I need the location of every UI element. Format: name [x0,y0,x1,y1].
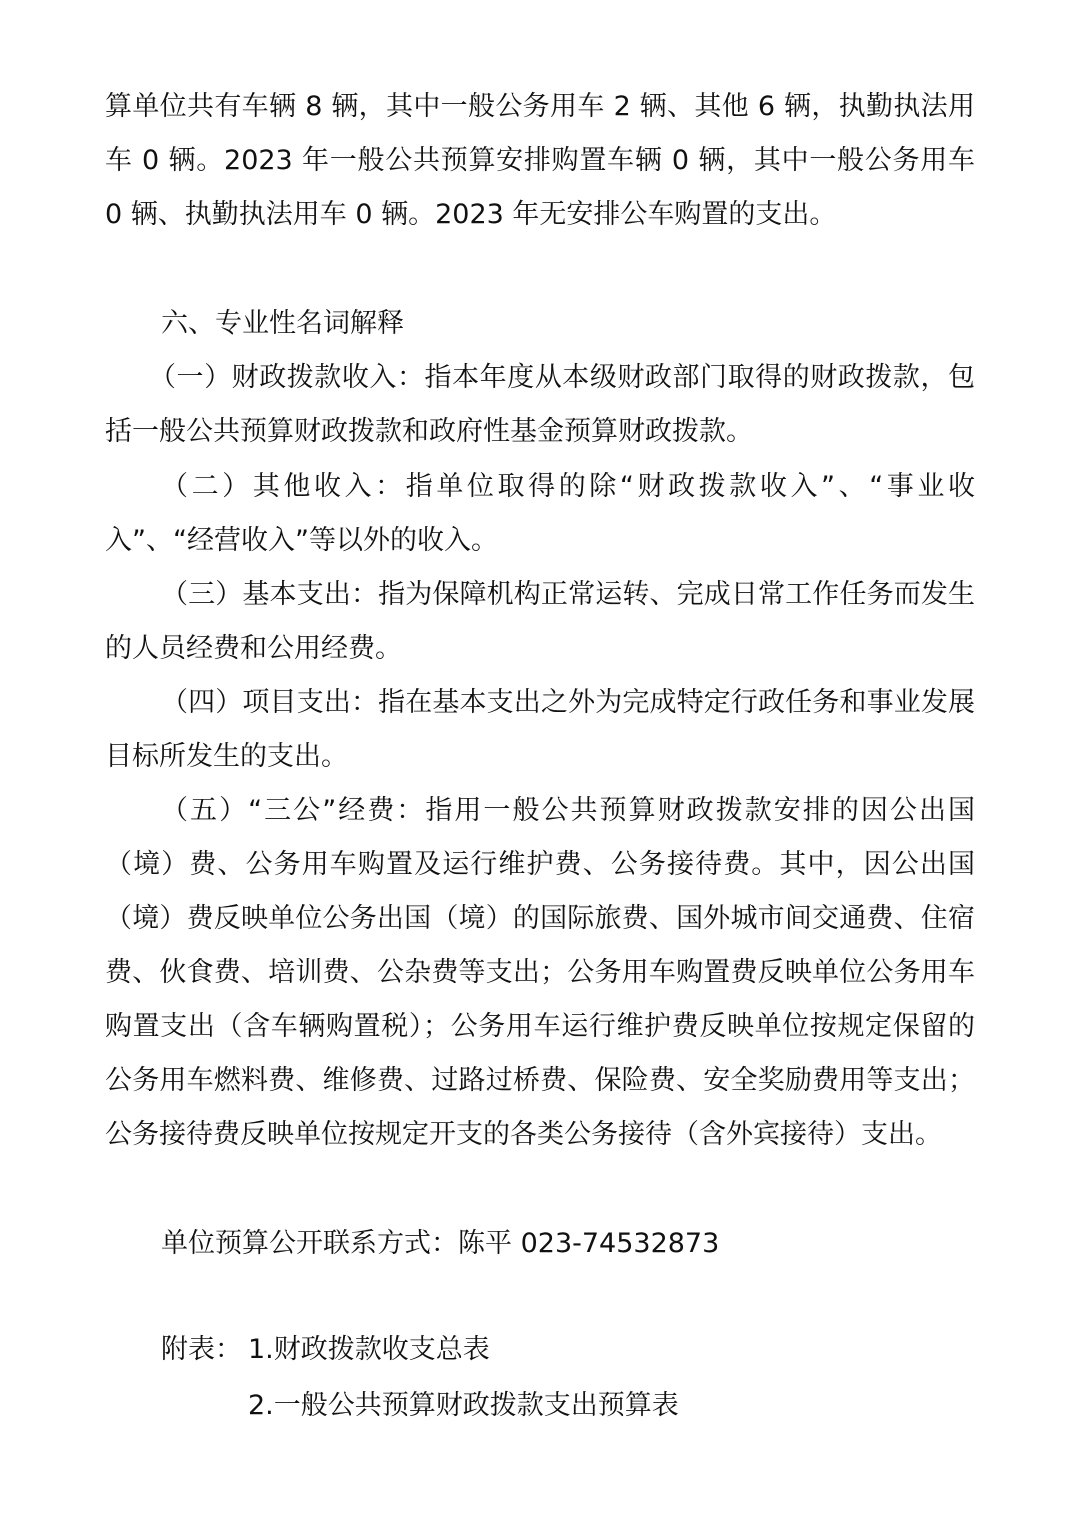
contact-line: 单位预算公开联系方式：陈平 023-74532873 [161,1228,720,1259]
attachment-item-1: 1.财政拨款收支总表 [248,1334,490,1365]
term-paragraph-4: （四）项目支出：指在基本支出之外为完成特定行政任务和事业发展目标所发生的支出。 [105,687,975,772]
term-paragraph-5: （五）“三公”经费：指用一般公共预算财政拨款安排的因公出国（境）费、公务用车购置及运行维护费、公务接待费。其中，因公出国（境）费反映单位公务出国（境）的国际旅费、国外城市间交通费、住宿费、伙食费、培训费、公杂费等支出；公务用车购置费反映单位公务用车购置支出（含车辆购置税）；公务用车运行维护费反映单位按规定保留的公务用车燃料费、维修费、过路过桥费、保险费、安全奖励费用等支出；公务接待费反映单位按规定开支的各类公务接待（含外宾接待）支出。 [105,795,975,1150]
section-title: 六、专业性名词解释 [161,308,404,339]
vehicle-paragraph: 算单位共有车辆 8 辆，其中一般公务用车 2 辆、其他 6 辆，执勤执法用车 0 辆。2023 年一般公共预算安排购置车辆 0 辆，其中一般公务用车 0 辆、执勤执法用车 0 辆。2023 年无安排公车购置的支出。 [105,91,975,230]
attachments-label: 附表： [161,1334,242,1365]
attachment-item-2: 2.一般公共预算财政拨款支出预算表 [248,1390,679,1421]
term-paragraph-3: （三）基本支出：指为保障机构正常运转、完成日常工作任务而发生的人员经费和公用经费。 [105,579,975,664]
term-paragraph-2: （二）其他收入：指单位取得的除“财政拨款收入”、“事业收入”、“经营收入”等以外的收入。 [105,471,975,556]
term-paragraph-1: （一）财政拨款收入：指本年度从本级财政部门取得的财政拨款，包括一般公共预算财政拨款和政府性基金预算财政拨款。 [105,362,975,447]
